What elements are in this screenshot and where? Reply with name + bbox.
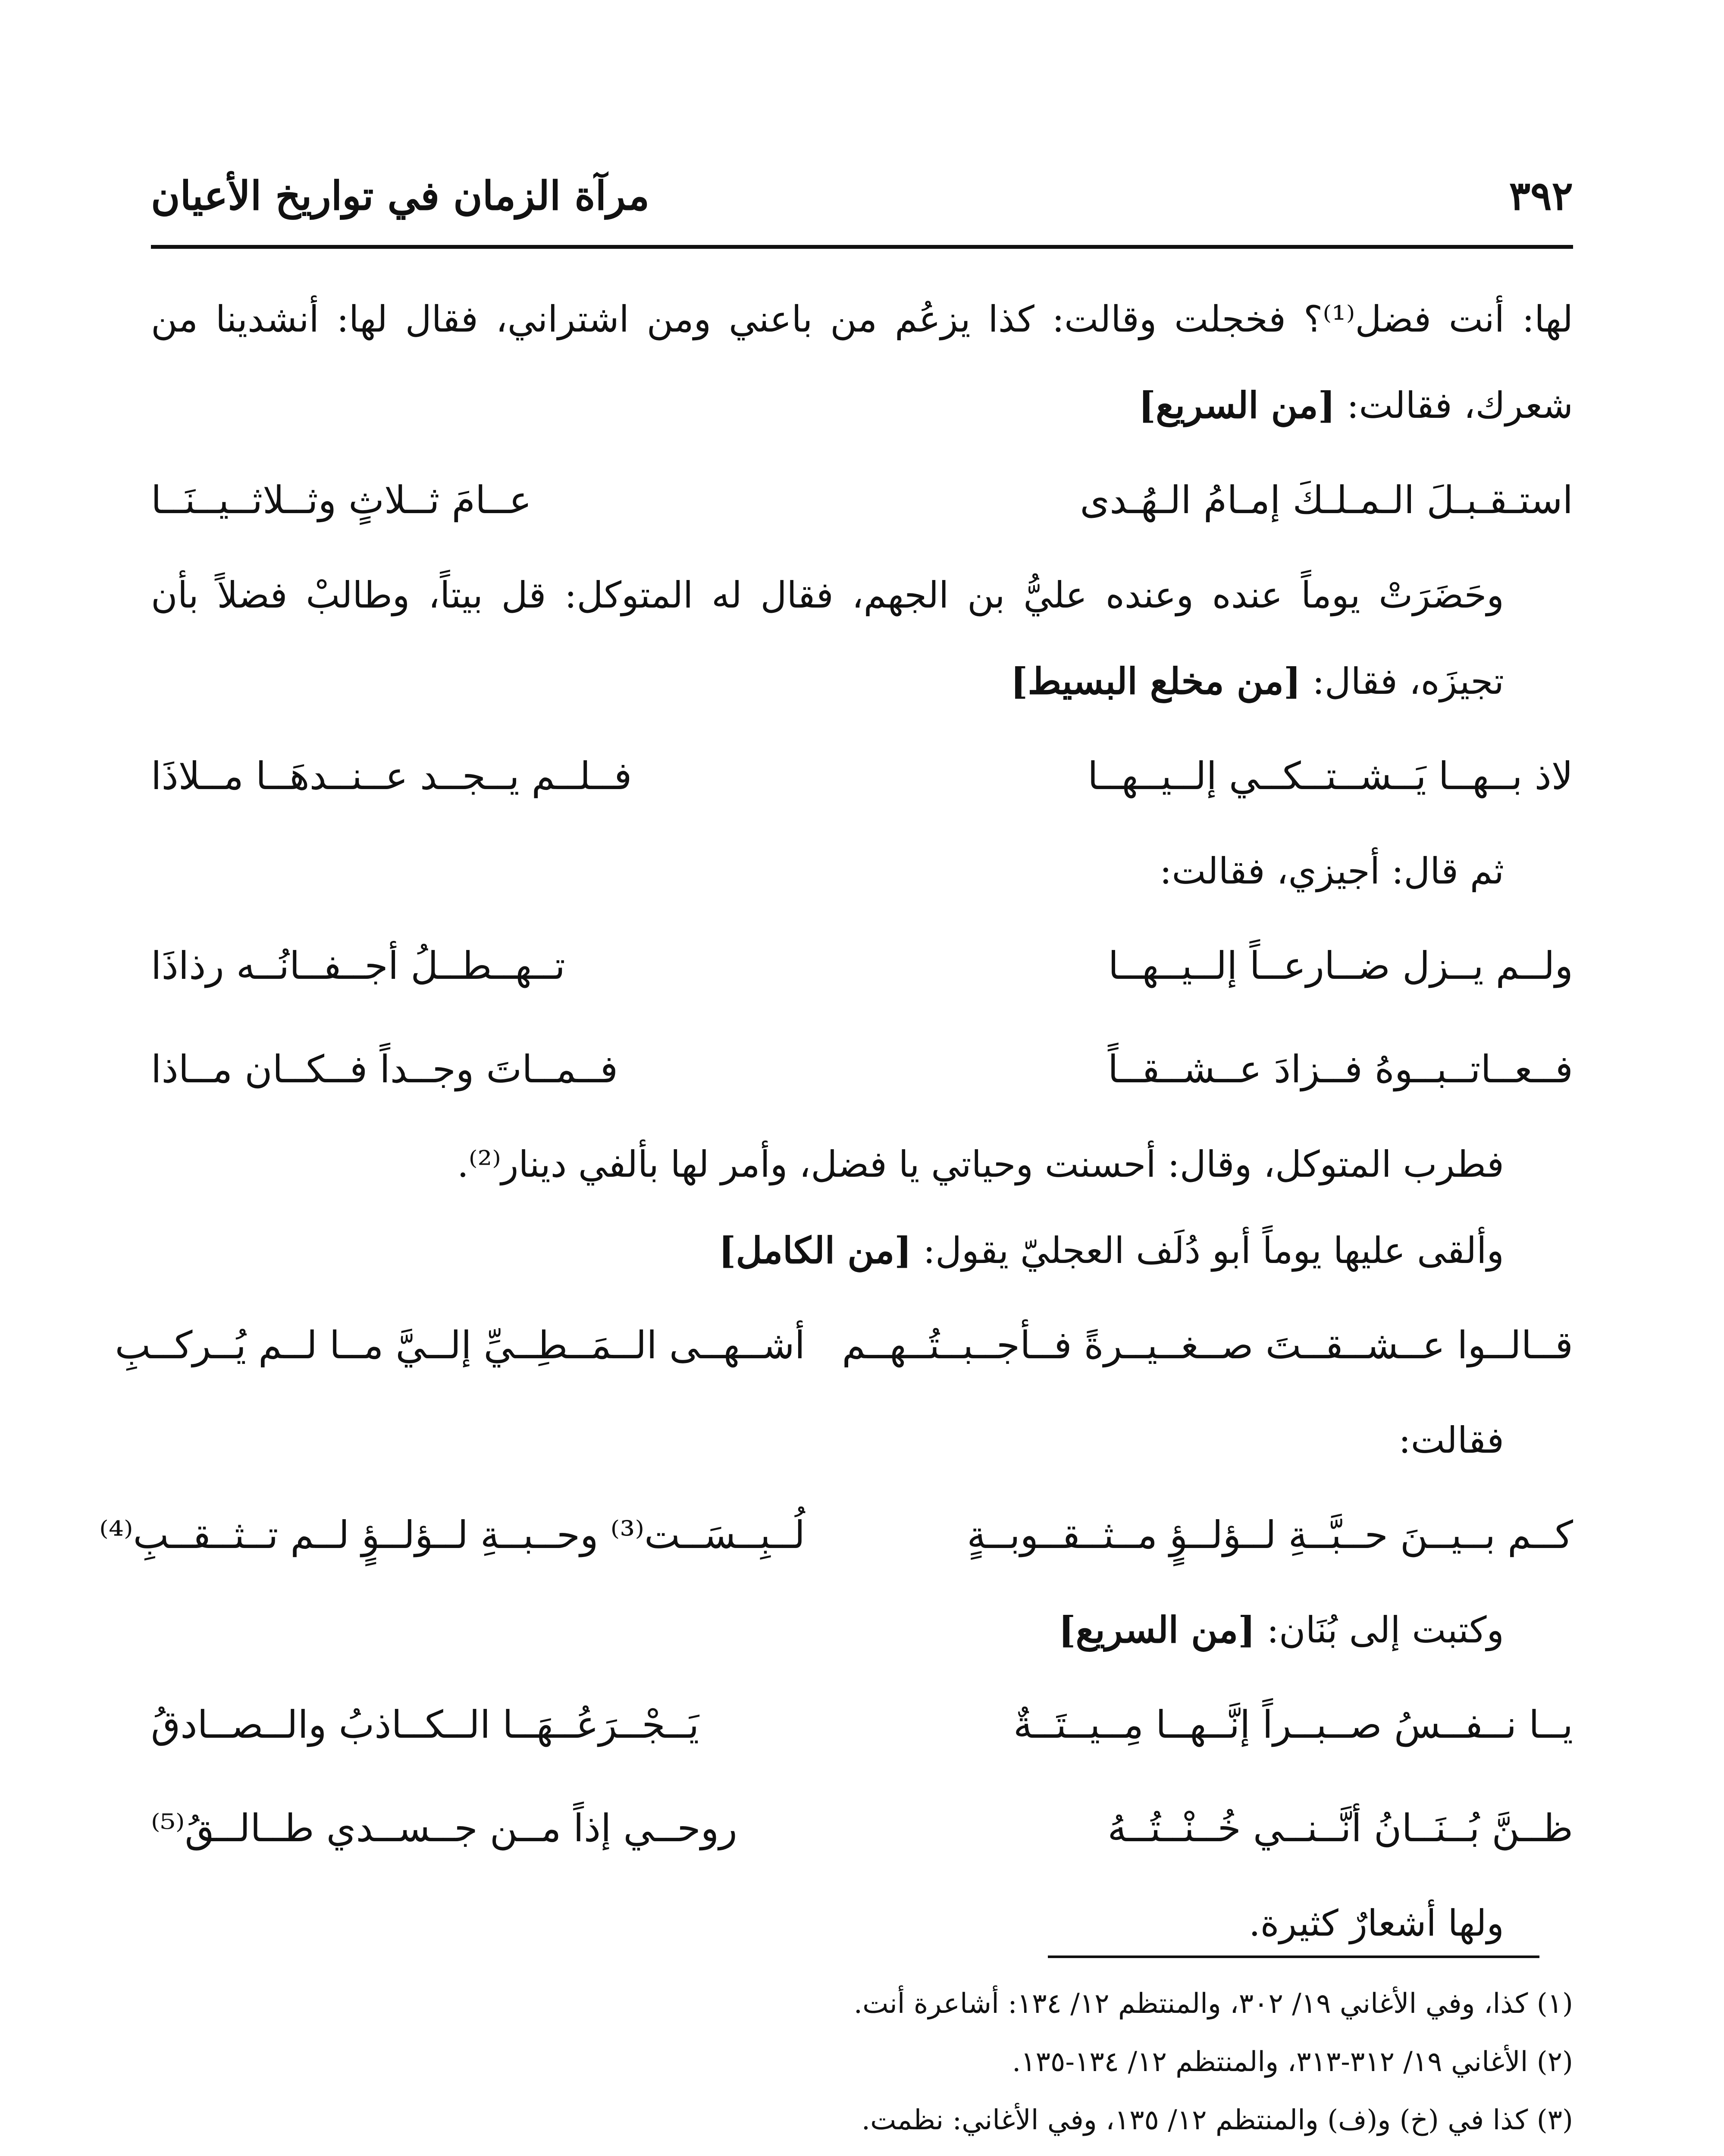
- paragraph: وكتبت إلى بُنَان: [من السريع]: [1058, 1608, 1504, 1651]
- verse-line: [151, 1673, 1573, 1777]
- verse-line: [115, 1294, 1573, 1397]
- verse-first-hemistich: كــم بــيــنَ حــبَّــةِ لــؤلــؤٍ مــثــقــوبــةٍ: [967, 1513, 1573, 1557]
- paragraph: فطرب المتوكل، وقال: أحسنت وحياتي يا فضل، وأمر لها بألفي دينار⁽²⁾.: [457, 1143, 1504, 1185]
- verse-first-hemistich: ظــنَّ بُــنَــانُ أنَّــنــي خُــنْــتُــهُ: [1107, 1806, 1573, 1850]
- header-rule: [151, 245, 1573, 249]
- meter-label: [من السريع]: [1058, 1608, 1255, 1651]
- meter-label: [من مخلع البسيط]: [1010, 660, 1301, 702]
- verse-second-hemistich: عــامَ ثــلاثٍ وثــلاثــيــنَــا: [151, 478, 532, 522]
- paragraph: لها: أنت فضل⁽¹⁾؟ فخجلت وقالت: كذا يزعُم من باعني ومن اشتراني، فقال لها: أنشدينا من شعرك، فقالت: [من السريع]: [151, 298, 1573, 426]
- footnote: (٢) الأغاني ١٩/ ٣١٢-٣١٣، والمنتظم ١٢/ ١٣٤-١٣٥.: [1012, 2046, 1573, 2078]
- book-title: مرآة الزمان في تواريخ الأعيان: [151, 172, 650, 219]
- page-number: ٣٩٢: [1509, 172, 1573, 219]
- footnote-rule: [1048, 1955, 1539, 1958]
- meter-label: [من السريع]: [1138, 384, 1335, 426]
- verse-line: [151, 724, 1573, 828]
- verse-line: [151, 914, 1573, 1018]
- verse-second-hemistich: فــلــم يــجــد عــنــدهَــا مــلاذَا: [151, 754, 632, 798]
- verse-second-hemistich: لُــبِــسَــت⁽³⁾ وحــبــةِ لــؤلــؤٍ لــم تــثــقــبِ⁽⁴⁾: [99, 1513, 806, 1557]
- paragraph: ولها أشعارٌ كثيرة.: [1248, 1902, 1504, 1944]
- footnotes: [151, 1975, 1573, 2156]
- verse-second-hemistich: يَــجْــرَعُــهَــا الــكــاذبُ والــصــادقُ: [151, 1702, 699, 1747]
- running-header: [151, 172, 1573, 250]
- verse-line: [151, 448, 1573, 552]
- verse-first-hemistich: قــالــوا عــشــقــتَ صــغــيــرةً فــأجــبــتُــهــم: [842, 1323, 1573, 1367]
- main-text: [99, 276, 1573, 1966]
- verse-first-hemistich: فــعــاتــبــوهُ فــزادَ عــشــقــاً: [1108, 1047, 1573, 1091]
- verse-second-hemistich: تــهــطــلُ أجــفــانُــه رذاذَا: [151, 943, 565, 988]
- verse-line: [99, 1483, 1573, 1587]
- paragraph: وألقى عليها يوماً أبو دُلَف العجليّ يقول: [من الكامل]: [718, 1229, 1504, 1272]
- meter-label: [من الكامل]: [718, 1229, 912, 1272]
- verse-first-hemistich: يــا نــفــسُ صــبــراً إنَّــهــا مِــيــتَــةٌ: [1013, 1702, 1573, 1747]
- verse-first-hemistich: استـقـبـلَ الـمـلـكَ إمـامُ الـهُـدى: [1080, 478, 1573, 522]
- verse-first-hemistich: ولــم يــزل ضــارعــاً إلــيــهــا: [1108, 943, 1573, 988]
- verse-second-hemistich: روحــي إذاً مــن جــســدي طــالــقُ⁽⁵⁾: [151, 1806, 737, 1850]
- verse-line: [151, 1018, 1573, 1121]
- paragraph: فقالت:: [1398, 1419, 1504, 1461]
- verse-first-hemistich: لاذ بــهــا يَــشــتــكــي إلــيــهــا: [1088, 754, 1573, 798]
- verse-second-hemistich: فــمــاتَ وجــداً فــكــان مــاذا: [151, 1047, 618, 1091]
- footnote: (٣) كذا في (خ) و(ف) والمنتظم ١٢/ ١٣٥، وفي الأغاني: نظمت.: [861, 2104, 1573, 2136]
- paragraph: ثم قال: أجيزي، فقالت:: [1160, 850, 1504, 892]
- verse-second-hemistich: أشــهــى الــمَــطِــيِّ إلــيَّ مــا لــم يُــركــبِ: [115, 1323, 806, 1367]
- verse-line: [151, 1777, 1573, 1880]
- footnote: [151, 2150, 1573, 2156]
- footnote: (١) كذا، وفي الأغاني ١٩/ ٣٠٢، والمنتظم ١٢/ ١٣٤: أشاعرة أنت.: [853, 1988, 1573, 2020]
- paragraph: وحَضَرَتْ يوماً عنده وعنده عليُّ بن الجهم، فقال له المتوكل: قل بيتاً، وطالبْ فضلاً بأن تجيزَه، فقال: [من مخلع البسيط]: [151, 574, 1504, 702]
